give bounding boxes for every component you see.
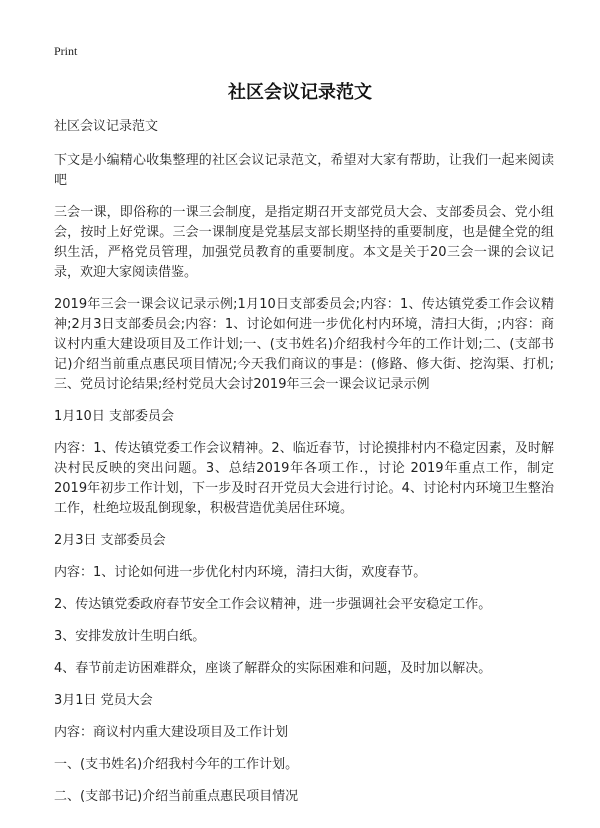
article-subtitle: 社区会议记录范文 xyxy=(54,119,159,134)
section-heading-jan10: 1月10日 支部委员会 xyxy=(54,409,174,424)
print-link[interactable]: Print xyxy=(54,44,78,58)
list-item: 内容：商议村内重大建设项目及工作计划 xyxy=(54,725,289,740)
section-heading-feb3: 2月3日 支部委员会 xyxy=(54,533,166,548)
list-item: 3、安排发放计生明白纸。 xyxy=(54,629,206,644)
article-body xyxy=(54,117,554,807)
list-item: 2、传达镇党委政府春节安全工作会议精神，进一步强调社会平安稳定工作。 xyxy=(54,597,492,612)
list-item: 内容：1、讨论如何进一步优化村内环境，清扫大街，欢度春节。 xyxy=(54,565,427,580)
section-heading-mar1: 3月1日 党员大会 xyxy=(54,693,153,708)
paragraph-sanhui: 三会一课，即俗称的一课三会制度，是指定期召开支部党员大会、支部委员会、党小组会，按时上好党课。三会一课制度是党基层支部长期坚持的重要制度，也是健全党的组织生活，严格党员管理，加强党员教育的重要制度。本文是关于20三会一课的会议记录，欢迎大家阅读借鉴。 xyxy=(54,205,554,280)
list-item: 4、春节前走访困难群众，座谈了解群众的实际困难和问题，及时加以解决。 xyxy=(54,661,492,676)
list-item: 一、(支书姓名)介绍我村今年的工作计划。 xyxy=(54,757,299,772)
intro-paragraph: 下文是小编精心收集整理的社区会议记录范文，希望对大家有帮助，让我们一起来阅读吧 xyxy=(54,153,554,188)
section-content-jan10: 内容：1、传达镇党委工作会议精神。2、临近春节，讨论摸排村内不稳定因素，及时解决村民反映的突出问题。3、总结2019年各项工作.，讨论 2019年重点工作，制定2019年初步工作计划，下一步及时召开党员大会进行讨论。4、讨论村内环境卫生整治工作，杜绝垃圾乱倒现象，积极营造优美居住环境。 xyxy=(54,441,554,516)
paragraph-example-summary: 2019年三会一课会议记录示例;1月10日支部委员会;内容：1、传达镇党委工作会议精神;2月3日支部委员会;内容：1、讨论如何进一步优化村内环境，清扫大街，;内容：商议村内重大建设项目及工作计划;一、(支书姓名)介绍我村今年的工作计划;二、(支部书记)介绍当前重点惠民项目情况;今天我们商议的事是：(修路、修大街、挖沟渠、打机;三、党员讨论结果;经村党员大会讨2019年三会一课会议记录示例 xyxy=(54,297,554,392)
page-title: 社区会议记录范文 xyxy=(228,82,372,103)
list-item: 二、(支部书记)介绍当前重点惠民项目情况 xyxy=(54,789,299,804)
